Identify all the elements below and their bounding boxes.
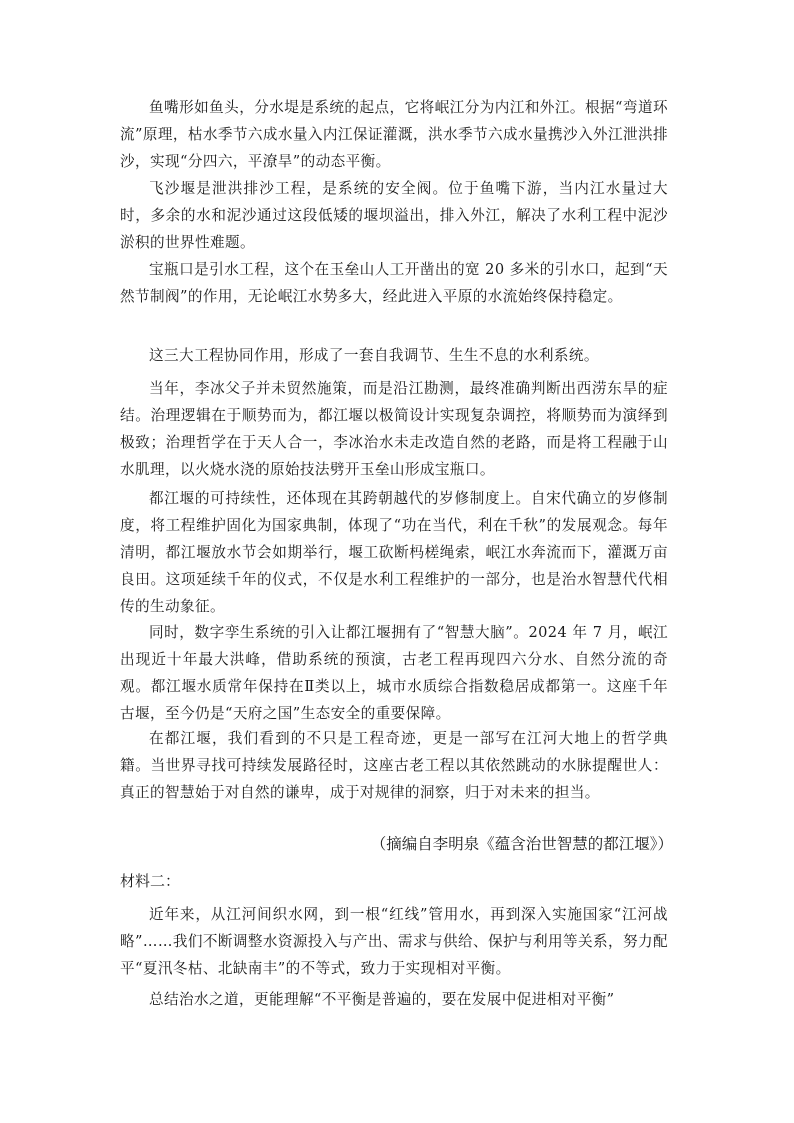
paragraph-feishayan: 飞沙堰是泄洪排沙工程，是系统的安全阀。位于鱼嘴下游，当内江水量过大时，多余的水和泥沙通过这段低矮的堰坝溢出，排入外江，解决了水利工程中泥沙淤积的世界性难题。 [120, 180, 668, 251]
material-two-heading: 材料二： [120, 872, 181, 890]
source-citation: （摘编自李明泉《蕴含治世智慧的都江堰》） [370, 835, 673, 853]
paragraph-governance-summary: 总结治水之道，更能理解“不平衡是普遍的，要在发展中促进相对平衡” [149, 991, 615, 1008]
paragraph-conclusion: 在都江堰，我们看到的不只是工程奇迹，更是一部写在江河大地上的哲学典籍。当世界寻找可持续发展路径时，这座古老工程以其依然跳动的水脉提醒世人：真正的智慧始于对自然的谦卑，成于对规律的洞察，归于对未来的担当。 [120, 730, 668, 801]
paragraph-three-projects: 这三大工程协同作用，形成了一套自我调节、生生不息的水利系统。 [149, 347, 599, 364]
paragraph-yuzui: 鱼嘴形如鱼头，分水堤是系统的起点，它将岷江分为内江和外江。根据“弯道环流”原理，枯水季节六成水量入内江保证灌溉，洪水季节六成水量携沙入外江泄洪排沙，实现“分四六，平潦旱”的动态平衡。 [120, 99, 668, 170]
paragraph-sustainability: 都江堰的可持续性，还体现在其跨朝越代的岁修制度上。自宋代确立的岁修制度，将工程维护固化为国家典制，体现了“功在当代，利在千秋”的发展观念。每年清明，都江堰放水节会如期举行，堰工砍断杩槎绳索，岷江水奔流而下，灌溉万亩良田。这项延续千年的仪式，不仅是水利工程维护的一部分，也是治水智慧代代相传的生动象征。 [120, 490, 668, 615]
paragraph-digital-twin: 同时，数字孪生系统的引入让都江堰拥有了“智慧大脑”。2024 年 7 月，岷江出现近十年最大洪峰，借助系统的预演，古老工程再现四六分水、自然分流的奇观。都江堰水质常年保持在Ⅱ类以上，城市水质综合指数稳居成都第一。这座千年古堰，至今仍是“天府之国”生态安全的重要保障。 [120, 624, 668, 722]
paragraph-baopingkou: 宝瓶口是引水工程，这个在玉垒山人工开凿出的宽 20 多米的引水口，起到“天然节制阀”的作用，无论岷江水势多大，经此进入平原的水流始终保持稳定。 [120, 261, 668, 305]
paragraph-li-bing: 当年，李冰父子并未贸然施策，而是沿江勘测，最终准确判断出西涝东旱的症结。治理逻辑在于顺势而为，都江堰以极简设计实现复杂调控，将顺势而为演绎到极致；治理哲学在于天人合一，李冰治水未走改造自然的老路，而是将工程融于山水肌理，以火烧水浇的原始技法劈开玉垒山形成宝瓶口。 [120, 380, 668, 478]
paragraph-recent-years: 近年来，从江河间织水网，到一根“红线”管用水，再到深入实施国家“江河战略”……我们不断调整水资源投入与产出、需求与供给、保护与利用等关系，努力配平“夏汛冬枯、北缺南丰”的不等式，致力于实现相对平衡。 [120, 906, 668, 977]
